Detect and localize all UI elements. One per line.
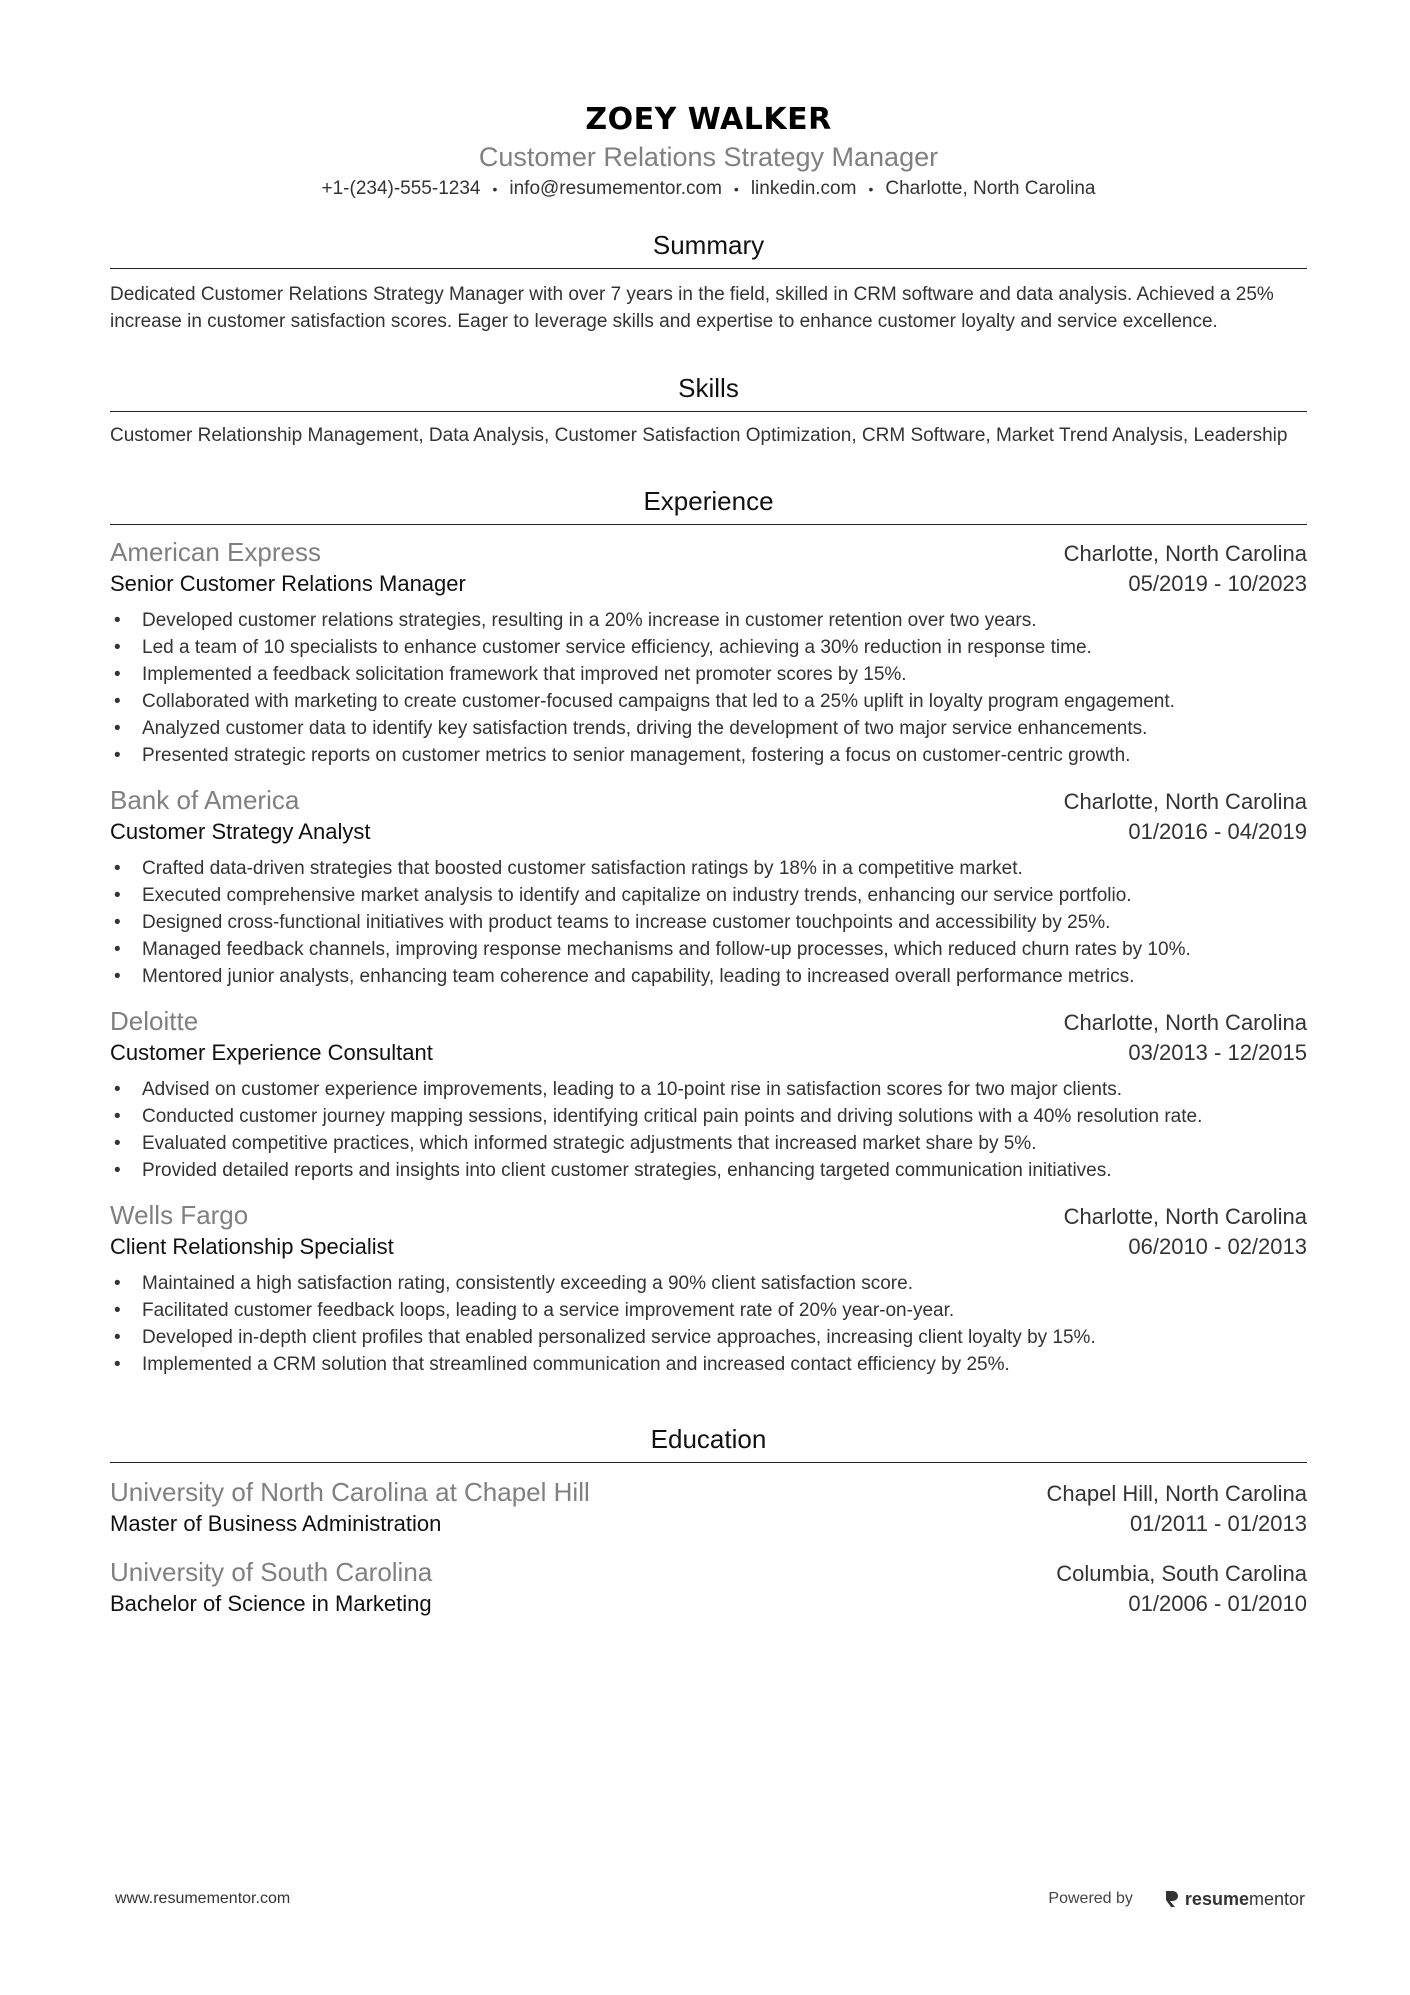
resume-page xyxy=(110,0,1307,1619)
job-dates: 05/2019 - 10/2023 xyxy=(1128,571,1307,597)
bullet-item xyxy=(110,634,1307,661)
bullet-item xyxy=(110,855,1307,882)
bullet-text: Collaborated with marketing to create customer-focused campaigns that led to a 25% uplift in loyalty program engagement. xyxy=(142,691,1175,713)
page-footer xyxy=(115,1884,1305,1914)
bullet-mark: • xyxy=(114,637,121,659)
bullet-text: Executed comprehensive market analysis to identify and capitalize on industry trends, enhancing our service portfolio. xyxy=(142,885,1132,907)
job-location: Charlotte, North Carolina xyxy=(1063,1204,1307,1230)
job-dates: 03/2013 - 12/2015 xyxy=(1128,1040,1307,1066)
bullet-text: Implemented a feedback solicitation framework that improved net promoter scores by 15%. xyxy=(142,664,907,686)
bullet-text: Facilitated customer feedback loops, leading to a service improvement rate of 20% year-on-year. xyxy=(142,1300,955,1322)
job-entry xyxy=(110,1004,1307,1184)
bullet-item xyxy=(110,661,1307,688)
bullet-mark: • xyxy=(114,966,121,988)
job-role: Senior Customer Relations Manager xyxy=(110,571,466,597)
bullet-item xyxy=(110,882,1307,909)
bullet-text: Designed cross-functional initiatives with product teams to increase customer touchpoints and accessibility by 25%. xyxy=(142,912,1111,934)
school-name: University of South Carolina xyxy=(110,1557,433,1588)
education-list xyxy=(110,1475,1307,1619)
bullet-text: Analyzed customer data to identify key satisfaction trends, driving the development of two major service enhancements. xyxy=(142,718,1148,740)
bullet-text: Presented strategic reports on customer metrics to senior management, fostering a focus on customer-centric growth. xyxy=(142,745,1131,767)
section-heading-experience: Experience xyxy=(643,486,774,517)
bullet-item xyxy=(110,1076,1307,1103)
powered-by-label: Powered by xyxy=(1048,1890,1133,1907)
bullet-item xyxy=(110,1157,1307,1184)
bullet-mark: • xyxy=(114,1300,121,1322)
bullet-text: Led a team of 10 specialists to enhance customer service efficiency, achieving a 30% reduction in response time. xyxy=(142,637,1092,659)
bullet-mark: • xyxy=(114,1160,121,1182)
bullet-text: Implemented a CRM solution that streamlined communication and increased contact efficiency by 25%. xyxy=(142,1354,1010,1376)
bullet-item xyxy=(110,1270,1307,1297)
bullet-mark: • xyxy=(114,1273,121,1295)
bullet-text: Mentored junior analysts, enhancing team coherence and capability, leading to increased overall performance metrics. xyxy=(142,966,1135,988)
education-entry xyxy=(110,1475,1307,1539)
bullet-text: Managed feedback channels, improving response mechanisms and follow-up processes, which reduced churn rates by 10%. xyxy=(142,939,1191,961)
separator-dot: • xyxy=(492,181,498,197)
powered-by xyxy=(1048,1889,1305,1910)
section-divider xyxy=(110,411,1307,412)
bullet-item xyxy=(110,607,1307,634)
bullet-item xyxy=(110,936,1307,963)
bullet-mark: • xyxy=(114,745,121,767)
degree: Bachelor of Science in Marketing xyxy=(110,1591,432,1617)
bullet-item xyxy=(110,1351,1307,1378)
section-divider xyxy=(110,1462,1307,1463)
school-location: Chapel Hill, North Carolina xyxy=(1046,1481,1307,1507)
contact-line xyxy=(110,176,1307,202)
bullet-mark: • xyxy=(114,1106,121,1128)
degree: Master of Business Administration xyxy=(110,1511,442,1537)
job-bullets xyxy=(110,855,1307,990)
bullet-item xyxy=(110,688,1307,715)
section-heading-skills: Skills xyxy=(678,373,739,404)
job-location: Charlotte, North Carolina xyxy=(1063,789,1307,815)
job-location: Charlotte, North Carolina xyxy=(1063,1010,1307,1036)
bullet-item xyxy=(110,715,1307,742)
bullet-mark: • xyxy=(114,885,121,907)
bullet-mark: • xyxy=(114,1327,121,1349)
job-role: Client Relationship Specialist xyxy=(110,1234,394,1260)
school-name: University of North Carolina at Chapel Hill xyxy=(110,1477,590,1508)
bullet-mark: • xyxy=(114,1354,121,1376)
bullet-item xyxy=(110,1130,1307,1157)
job-dates: 01/2016 - 04/2019 xyxy=(1128,819,1307,845)
bullet-item xyxy=(110,1103,1307,1130)
job-bullets xyxy=(110,607,1307,769)
bullet-text: Maintained a high satisfaction rating, consistently exceeding a 90% client satisfaction score. xyxy=(142,1273,913,1295)
job-role: Customer Experience Consultant xyxy=(110,1040,433,1066)
school-location: Columbia, South Carolina xyxy=(1056,1561,1307,1587)
bullet-text: Provided detailed reports and insights into client customer strategies, enhancing targeted communication initiatives. xyxy=(142,1160,1112,1182)
job-dates: 06/2010 - 02/2013 xyxy=(1128,1234,1307,1260)
footer-url-link[interactable]: www.resumementor.com xyxy=(115,1890,291,1907)
bullet-item xyxy=(110,909,1307,936)
bullet-mark: • xyxy=(114,858,121,880)
bullet-mark: • xyxy=(114,718,121,740)
separator-dot: • xyxy=(733,181,739,197)
brand-name-regular: mentor xyxy=(1248,1888,1305,1909)
phone: +1-(234)-555-1234 xyxy=(321,178,481,200)
separator-dot: • xyxy=(868,181,874,197)
linkedin-link[interactable]: linkedin.com xyxy=(750,178,857,200)
candidate-title: Customer Relations Strategy Manager xyxy=(478,142,939,172)
bullet-mark: • xyxy=(114,664,121,686)
skills-text: Customer Relationship Management, Data Analysis, Customer Satisfaction Optimization, CRM Software, Market Trend Analysis, Leadership xyxy=(110,425,1288,447)
job-entry xyxy=(110,535,1307,769)
bullet-mark: • xyxy=(114,939,121,961)
candidate-name: ZOEY WALKER xyxy=(585,102,832,137)
education-dates: 01/2011 - 01/2013 xyxy=(1130,1511,1307,1537)
summary-text: Dedicated Customer Relations Strategy Manager with over 7 years in the field, skilled in CRM software and data analysis. Achieved a 25% increase in customer satisfaction scores. Eager to leverage skills and expertise to enhance customer loyalty and service excellence. xyxy=(110,284,1274,333)
email-link[interactable]: info@resumementor.com xyxy=(509,178,722,200)
bullet-item xyxy=(110,963,1307,990)
company-name: Deloitte xyxy=(110,1006,199,1037)
location: Charlotte, North Carolina xyxy=(885,178,1096,200)
company-name: Wells Fargo xyxy=(110,1200,249,1231)
company-name: Bank of America xyxy=(110,785,300,816)
job-bullets xyxy=(110,1270,1307,1378)
section-divider xyxy=(110,268,1307,269)
bullet-text: Advised on customer experience improvements, leading to a 10-point rise in satisfaction scores for two major clients. xyxy=(142,1079,1123,1101)
job-location: Charlotte, North Carolina xyxy=(1063,541,1307,567)
bullet-mark: • xyxy=(114,1133,121,1155)
education-dates: 01/2006 - 01/2010 xyxy=(1128,1591,1307,1617)
brand-logo[interactable] xyxy=(1163,1889,1305,1910)
brand-name-bold: resume xyxy=(1184,1888,1249,1909)
company-name: American Express xyxy=(110,537,321,568)
section-divider xyxy=(110,524,1307,525)
bullet-mark: • xyxy=(114,1079,121,1101)
bullet-text: Evaluated competitive practices, which informed strategic adjustments that increased market share by 5%. xyxy=(142,1133,1037,1155)
job-role: Customer Strategy Analyst xyxy=(110,819,371,845)
bullet-mark: • xyxy=(114,691,121,713)
job-entry xyxy=(110,783,1307,990)
bullet-item xyxy=(110,1324,1307,1351)
job-entry xyxy=(110,1198,1307,1378)
section-heading-education: Education xyxy=(650,1424,767,1455)
education-entry xyxy=(110,1555,1307,1619)
bullet-text: Conducted customer journey mapping sessions, identifying critical pain points and driving solutions with a 40% resolution rate. xyxy=(142,1106,1203,1128)
bullet-text: Developed customer relations strategies, resulting in a 20% increase in customer retention over two years. xyxy=(142,610,1037,632)
bullet-item xyxy=(110,1297,1307,1324)
bullet-text: Developed in-depth client profiles that enabled personalized service approaches, increasing client loyalty by 15%. xyxy=(142,1327,1096,1349)
bullet-text: Crafted data-driven strategies that boosted customer satisfaction ratings by 18% in a competitive market. xyxy=(142,858,1023,880)
brand-mark-icon xyxy=(1163,1889,1181,1909)
section-heading-summary: Summary xyxy=(652,230,765,261)
job-bullets xyxy=(110,1076,1307,1184)
bullet-mark: • xyxy=(114,912,121,934)
bullet-item xyxy=(110,742,1307,769)
bullet-mark: • xyxy=(114,610,121,632)
experience-list xyxy=(110,535,1307,1378)
